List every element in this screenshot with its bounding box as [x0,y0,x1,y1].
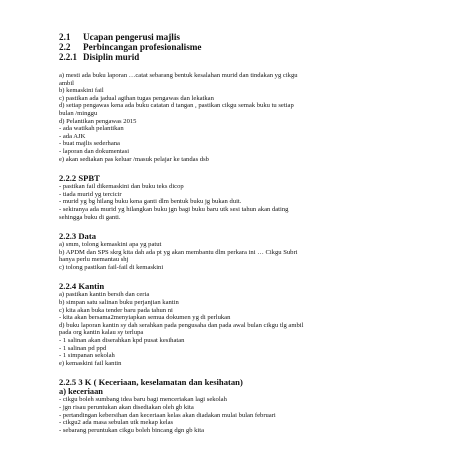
body-line: d) Pelantikan pengawas 2015 [59,117,137,125]
heading-2-1-text: Ucapan pengerusi majlis [83,32,180,42]
body-line: a) smm, tolong kemaskini apa yg patut [59,241,162,249]
heading-2-1 [59,32,399,42]
body-line: - sekiranya ada murid yg hilangkan buku jgn bagi buku baru utk sesi tahun akan dating [59,205,289,213]
body-line: d) buku laporan kantin sy dah serahkan pada pengusaha dan pada awal bulan cikgu tlg ambil [59,321,304,329]
heading-2-2-number: 2.2 [59,42,71,52]
heading-2-2-1-text: Disiplin murid [83,52,140,62]
body-line: pada org kantin kalau sy terlupa [59,329,144,337]
heading-2-2 [59,42,399,52]
body-line: - 1 salinan pd ppd [59,344,107,352]
body-line: - buat majlis sederhana [59,140,120,148]
subheading-keceriaan: a) keceriaan [59,387,103,397]
body-line: - murid yg bg hilang buku kena ganti dlm bentuk buku jg bukan duit. [59,198,242,206]
heading-2-1-number: 2.1 [59,32,71,42]
body-line: bulan /minggu [59,109,98,117]
body-line: a) pastikan kantin bersih dan ceria [59,291,150,299]
body-line: - sebarang peruntukan cikgu boleh bincang dgn gb kita [59,426,205,434]
body-line: - 1 salinan akan diserahkan kpd pusat kesihatan [59,337,185,345]
body-line: - kita akan bersama2menyiapkan semua dokumen yg di perlukan [59,314,231,322]
body-line: - tiada murid yg tercicir [59,190,122,198]
body-line: c) kita akan buka tender baru pada tahun ni [59,306,173,314]
body-line: e) kemaskini fail kantin [59,359,122,367]
body-line: - laporan dan dokumentasi [59,147,130,155]
heading-3k: 2.2.5 3 K ( Keceriaan, keselamatan dan kesihatan) [59,377,243,388]
document-page [59,32,399,434]
section-disiplin-body [59,72,399,163]
body-line: - ada watikah pelantikan [59,125,124,133]
heading-kantin: 2.2.4 Kantin [59,281,105,292]
body-line: b) simpan satu salinan buku perjanjian kantin [59,299,179,307]
body-line: - 1 simpanan sekolah [59,352,115,360]
section-data-body [59,241,399,271]
section-spbt-body [59,183,399,221]
heading-2-2-1-number: 2.2.1 [59,52,77,62]
body-line: - cikgu boleh sumbang idea baru bagi menceriakan lagi sekolah [59,396,227,404]
body-line: - pertandingan kebersihan dan keceriaan kelas akan diadakan mulai bulan februari [59,411,276,419]
section-3k-body [59,396,399,434]
heading-2-2-text: Perbincangan profesionalisme [83,42,202,52]
body-line: ambil [59,79,75,87]
body-line: c) tolong pastikan fail-fail di kemaskini [59,263,164,271]
body-line: - jgn risau peruntukan akan disediakan oleh gb kita [59,404,194,411]
heading-data: 2.2.3 Data [59,231,96,242]
body-line: sehingga buku di ganti. [59,213,121,221]
body-line: hanya perlu memantau shj [59,256,129,264]
body-line: b) APDM dan SPS skrg kita dah ada pt yg akan membantu dlm perkara ini … Cikgu Subri [59,248,298,256]
body-line: d) setiap pengawas kena ada buku catatan d tangan , pastikan cikgu semak buku tu setiap [59,102,294,110]
section-kantin-body [59,291,399,367]
body-line: - pastikan fail dikemaskini dan buku teks dicop [59,183,184,191]
heading-spbt: 2.2.2 SPBT [59,173,100,184]
body-line: b) kemaskini fail [59,87,104,95]
body-line: c) pastikan ada jadual agihan tugas pengawas dan lekatkan [59,94,214,102]
body-line: e) akan sediakan pas keluar /masuk pelajar ke tandas dsb [59,155,209,163]
body-line: - ada AJK [59,132,86,140]
heading-2-2-1 [59,52,399,62]
body-line: - cikgu2 ada masa sebulan utk mekap kelas [59,419,174,427]
body-line: a) mesti ada buku laporan …catat sebarang bentuk kesalahan murid dan tindakan yg cikgu [59,72,298,79]
